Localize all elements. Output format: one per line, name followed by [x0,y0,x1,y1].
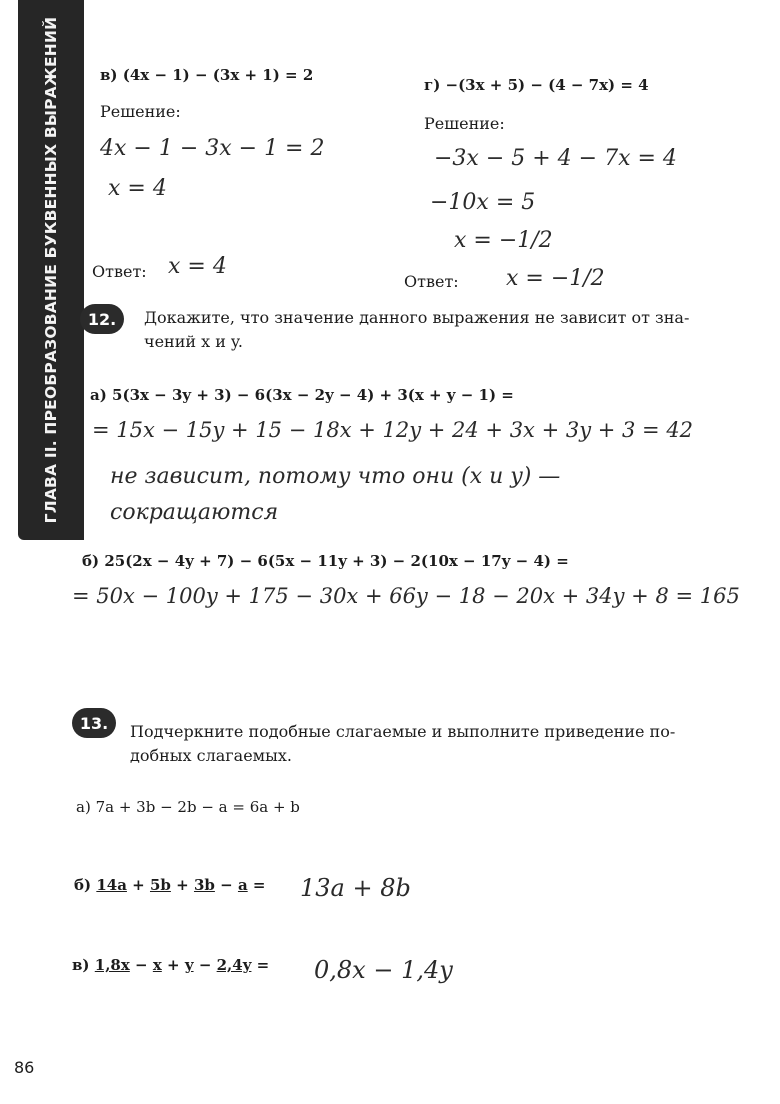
page-number: 86 [14,1058,35,1077]
term: x [152,956,162,974]
chapter-title: ГЛАВА II. ПРЕОБРАЗОВАНИЕ БУКВЕННЫХ ВЫРАЖЕНИЙ [42,16,60,524]
problem-v-equation: в) (4x − 1) − (3x + 1) = 2 [100,66,314,84]
problem-g-solution-label: Решение: [424,114,505,133]
operator: + [176,876,189,894]
task-12-a-work-line-3: сокращаются [110,500,279,525]
operator: + [167,956,180,974]
task-13-b-prefix: б) [74,876,92,894]
problem-g-answer: x = −1/2 [506,266,605,291]
problem-g-answer-label: Ответ: [404,272,459,291]
term: 1,8x [94,956,130,974]
task-12-a-work-line-1: = 15x − 15y + 15 − 18x + 12y + 24 + 3x + 3y + 3 = 42 [92,418,694,442]
operator: = [252,876,266,894]
task-13-a-expression: а) 7a + 3b − 2b − a = 6a + b [76,798,300,816]
task-13-number-badge: 13. [72,708,116,738]
task-13-b-answer: 13a + 8b [300,874,411,902]
problem-v-answer-label: Ответ: [92,262,147,281]
task-13-v-expression [72,956,269,974]
task-13-text-line-1: Подчеркните подобные слагаемые и выполните приведение по- [130,722,676,741]
task-12-number-badge: 12. [80,304,124,334]
task-12-b-expression: б) 25(2x − 4y + 7) − 6(5x − 11y + 3) − 2(10x − 17y − 4) = [82,552,569,570]
task-13-v-prefix: в) [72,956,90,974]
task-13-text-line-2: добных слагаемых. [130,746,292,765]
term: a [237,876,248,894]
term: 2,4y [216,956,252,974]
problem-v-solution-label: Решение: [100,102,181,121]
task-12-a-expression: а) 5(3x − 3y + 3) − 6(3x − 2y − 4) + 3(x + y − 1) = [90,386,514,404]
operator: = [256,956,270,974]
term: 5b [149,876,171,894]
problem-v-step-2: x = 4 [108,176,167,201]
task-12-text-line-2: чений x и y. [144,332,243,351]
problem-g-step-2: −10x = 5 [430,190,536,215]
task-12-text-line-1: Докажите, что значение данного выражения не зависит от зна- [144,308,690,327]
term: 14a [96,876,127,894]
problem-g-step-3: x = −1/2 [454,228,553,253]
operator: − [135,956,148,974]
term: y [184,956,194,974]
term: 3b [193,876,215,894]
task-13-b-expression [74,876,266,894]
problem-v-step-1: 4x − 1 − 3x − 1 = 2 [100,136,325,161]
operator: + [132,876,145,894]
operator: − [220,876,233,894]
problem-g-step-1: −3x − 5 + 4 − 7x = 4 [434,146,677,171]
problem-g-equation: г) −(3x + 5) − (4 − 7x) = 4 [424,76,649,94]
task-12-a-work-line-2: не зависит, потому что они (x и y) — [110,464,561,489]
problem-v-answer: x = 4 [168,254,227,279]
task-12-b-work: = 50x − 100y + 175 − 30x + 66y − 18 − 20x + 34y + 8 = 165 [72,584,740,608]
task-13-v-answer: 0,8x − 1,4y [314,956,453,984]
operator: − [198,956,212,974]
